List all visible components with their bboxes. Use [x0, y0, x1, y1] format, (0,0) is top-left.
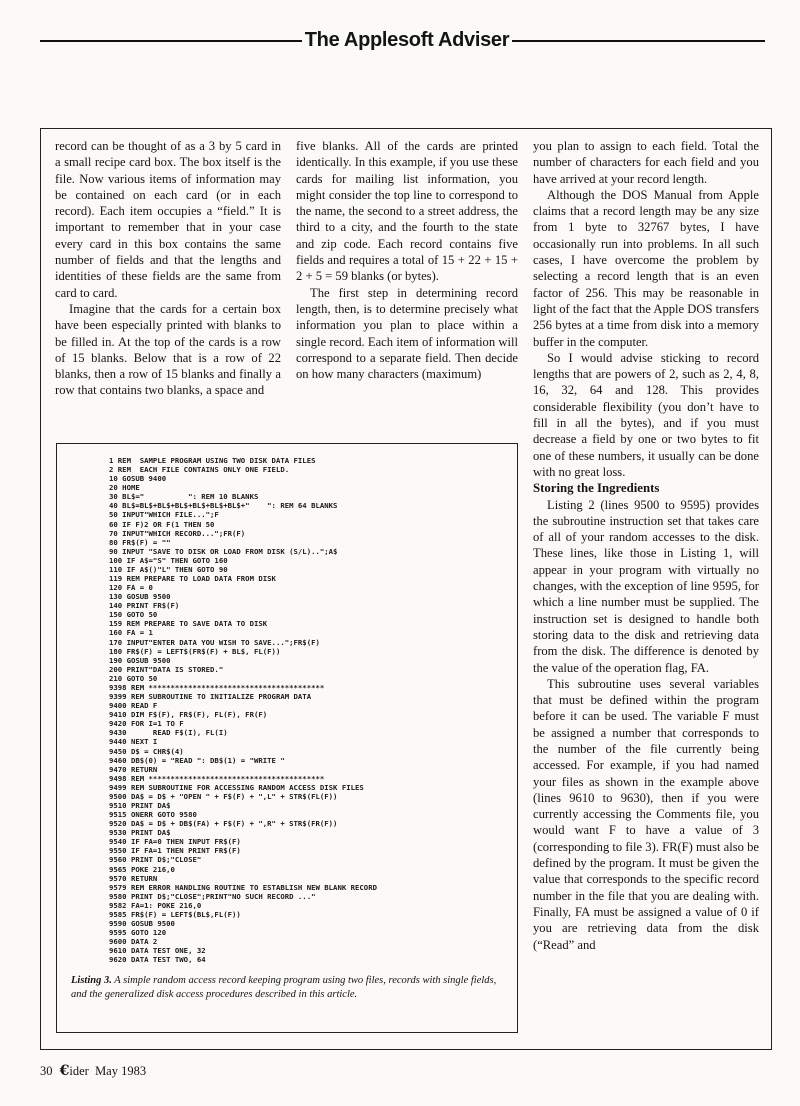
paragraph: The first step in determining record length, then, is to determine precisely what information you plan to place within a single record. Each item of information will correspond to a separate field. Then decide on how many characters (maximum) — [296, 285, 518, 382]
cider-logo: € — [59, 1063, 70, 1079]
code-line: 60 IF F)2 OR F(1 THEN 50 — [109, 519, 215, 529]
code-line: 180 FR$(F) = LEFT$(FR$(F) + BL$, FL(F)) — [109, 646, 281, 656]
code-line: 9460 DB$(0) = "READ ": DB$(1) = "WRITE " — [109, 755, 285, 765]
code-line: 130 GOSUB 9500 — [109, 592, 171, 602]
paragraph: Listing 2 (lines 9500 to 9595) provides the subroutine instruction set that takes care of all of your random accesses to the disk. These lines, like those in Listing 1, will appear in your program with virtually no changes, with the exception of line 9595, for which a line number must be supplied. The instruction set is designed to handle both storing data to the disk and retrieving data from the disk. The difference is denoted by the value of the operation flag, FA. — [533, 497, 759, 675]
issue-date: May 1983 — [95, 1064, 147, 1078]
code-line: 9590 GOSUB 9500 — [109, 918, 175, 928]
code-line: 100 IF A$="S" THEN GOTO 160 — [109, 555, 228, 565]
page-number: 30 — [40, 1064, 53, 1078]
code-line: 160 FA = 1 — [109, 628, 153, 638]
listing-caption-label: Listing 3. — [71, 975, 112, 986]
code-line: 9410 DIM F$(F), FR$(F), FL(F), FR(F) — [109, 710, 268, 720]
page-footer — [40, 1063, 146, 1079]
code-line: 70 INPUT"WHICH RECORD...";FR(F) — [109, 528, 246, 538]
section-subhead: Storing the Ingredients — [533, 481, 660, 496]
code-line: 190 GOSUB 9500 — [109, 655, 171, 665]
code-line: 9420 FOR I=1 TO F — [109, 719, 184, 729]
code-line: 9570 RETURN — [109, 873, 158, 883]
paragraph: five blanks. All of the cards are printed identically. In this example, if you use these cards for mailing list information, you might consider the top line to correspond to the name, the second to a street address, the third to a city, and the fourth to the state and zip code. Each record contains five fields and requires a total of 15 + 22 + 15 + 2 + 5 = 59 blanks (or bytes). — [296, 139, 518, 284]
code-line: 9582 FA=1: POKE 216,0 — [109, 900, 202, 910]
code-line: 9520 DA$ = D$ + DB$(FA) + F$(F) + ",R" + STR$(FR(F)) — [109, 819, 338, 829]
code-line: 9620 DATA TEST TWO, 64 — [109, 955, 206, 965]
code-line: 40 BL$=BL$+BL$+BL$+BL$+BL$+BL$+" ": REM 64 BLANKS — [109, 501, 338, 511]
listing-caption — [71, 974, 507, 1002]
code-line: 9585 FR$(F) = LEFT$(BL$,FL(F)) — [109, 909, 241, 919]
code-line: 9400 READ F — [109, 701, 158, 711]
code-line: 9498 REM **************************************** — [109, 773, 325, 783]
code-line: 119 REM PREPARE TO LOAD DATA FROM DISK — [109, 574, 276, 584]
column-3 — [533, 138, 759, 953]
code-line: 9540 IF FA=0 THEN INPUT FR$(F) — [109, 837, 241, 847]
header-rule-right — [512, 40, 765, 42]
code-line: 2 REM EACH FILE CONTAINS ONLY ONE FIELD. — [109, 465, 290, 475]
code-line: 170 INPUT"ENTER DATA YOU WISH TO SAVE...";FR$(F) — [109, 637, 320, 647]
code-line: 80 FR$(F) = "" — [109, 537, 171, 547]
code-line: 9579 REM ERROR HANDLING ROUTINE TO ESTABLISH NEW BLANK RECORD — [109, 882, 377, 892]
paragraph: This subroutine uses several variables that must be defined within the program before it can be used. The variable F must be assigned a number that corresponds to the number of the file currently being accessed. For example, if you had named your files as shown in the example above (lines 9610 to 9630), then if you were currently accessing the Comments file, you would want F to have a value of 3 (corresponding to file 3). FR(F) must also be defined by the program. It must be given the value that corresponds to the specific record number in the file that you are dealing with. Finally, FA must be assigned a value of 0 if you are retrieving data from the disk (“Read” and — [533, 676, 759, 952]
column-1 — [55, 138, 281, 399]
code-line: 9515 ONERR GOTO 9580 — [109, 810, 197, 820]
publication-name: ider — [69, 1064, 89, 1078]
code-line: 110 IF A$()"L" THEN GOTO 90 — [109, 564, 228, 574]
paragraph: record can be thought of as a 3 by 5 card in a small recipe card box. The box itself is the file. Now various items of information may be contained on each card (or in each record). Each item occupies a “field.” It is important to remember that in your case every card in this box contains the same number of fields and that the lengths and identities of these fields are the same from card to card. — [55, 139, 281, 300]
code-line: 120 FA = 0 — [109, 583, 153, 593]
paragraph: you plan to assign to each field. Total the number of characters for each field and you have arrived at your record length. — [533, 139, 759, 186]
code-line: 9560 PRINT D$;"CLOSE" — [109, 855, 202, 865]
code-line: 10 GOSUB 9400 — [109, 474, 167, 484]
code-line: 50 INPUT"WHICH FILE...";F — [109, 510, 219, 520]
code-line: 9580 PRINT D$;"CLOSE";PRINT"NO SUCH RECORD ..." — [109, 891, 316, 901]
code-line: 9450 D$ = CHR$(4) — [109, 746, 184, 756]
paragraph: So I would advise sticking to record lengths that are powers of 2, such as 2, 4, 8, 16, 32, 64 and 128. This provides considerable flexibility (you don’t have to fill in all the bytes), and if you must decrease a field by one or two bytes to fit one of these numbers, it usually can be done with no great loss. — [533, 350, 759, 479]
code-line: 9398 REM **************************************** — [109, 682, 325, 692]
header-rule-left — [40, 40, 302, 42]
code-line: 200 PRINT"DATA IS STORED." — [109, 664, 224, 674]
code-line: 1 REM SAMPLE PROGRAM USING TWO DISK DATA FILES — [109, 456, 316, 465]
code-line: 9499 REM SUBROUTINE FOR ACCESSING RANDOM ACCESS DISK FILES — [109, 782, 364, 792]
code-line: 90 INPUT "SAVE TO DISK OR LOAD FROM DISK (S/L)..";A$ — [109, 546, 338, 556]
code-line: 150 GOTO 50 — [109, 610, 158, 620]
paragraph: Imagine that the cards for a certain box have been especially printed with blanks to be filled in. At the top of the cards is a row of 15 blanks. Below that is a row of 22 blanks, then a row of 15 blanks and finally a row that contains two blanks, a space and — [55, 301, 281, 398]
code-line: 9530 PRINT DA$ — [109, 828, 171, 838]
page-header-title: The Applesoft Adviser — [304, 29, 510, 51]
program-listing-box — [56, 443, 518, 1033]
code-line: 9440 NEXT I — [109, 737, 158, 747]
code-line: 9600 DATA 2 — [109, 937, 158, 947]
code-line: 9430 READ F$(I), FL(I) — [109, 728, 228, 738]
code-line: 140 PRINT FR$(F) — [109, 601, 180, 611]
code-line: 9595 GOTO 120 — [109, 928, 167, 938]
code-line: 9550 IF FA=1 THEN PRINT FR$(F) — [109, 846, 241, 856]
code-line: 9510 PRINT DA$ — [109, 800, 171, 810]
program-listing-code — [109, 456, 509, 964]
column-2 — [296, 138, 518, 382]
code-line: 159 REM PREPARE TO SAVE DATA TO DISK — [109, 619, 268, 629]
paragraph: Although the DOS Manual from Apple claims that a record length may be any size from 1 byte to 32767 bytes, I have occasionally run into problems. In all such cases, I have overcome the problem by selecting a record length that is an even factor of 256. This may be reasonable in light of the fact that the Apple DOS transfers 256 bytes at a time from disk into a memory buffer in the computer. — [533, 187, 759, 349]
code-line: 30 BL$=" ": REM 10 BLANKS — [109, 492, 259, 502]
code-line: 9470 RETURN — [109, 764, 158, 774]
code-line: 20 HOME — [109, 483, 140, 493]
code-line: 9399 REM SUBROUTINE TO INITIALIZE PROGRAM DATA — [109, 692, 312, 702]
code-line: 9500 DA$ = D$ + "OPEN " + F$(F) + ",L" + STR$(FL(F)) — [109, 791, 338, 801]
code-line: 9610 DATA TEST ONE, 32 — [109, 946, 206, 956]
code-line: 9565 POKE 216,0 — [109, 864, 175, 874]
listing-caption-text: A simple random access record keeping program using two files, records with single fields, and the generalized disk access procedures described in this article. — [71, 975, 497, 1000]
code-line: 210 GOTO 50 — [109, 673, 158, 683]
